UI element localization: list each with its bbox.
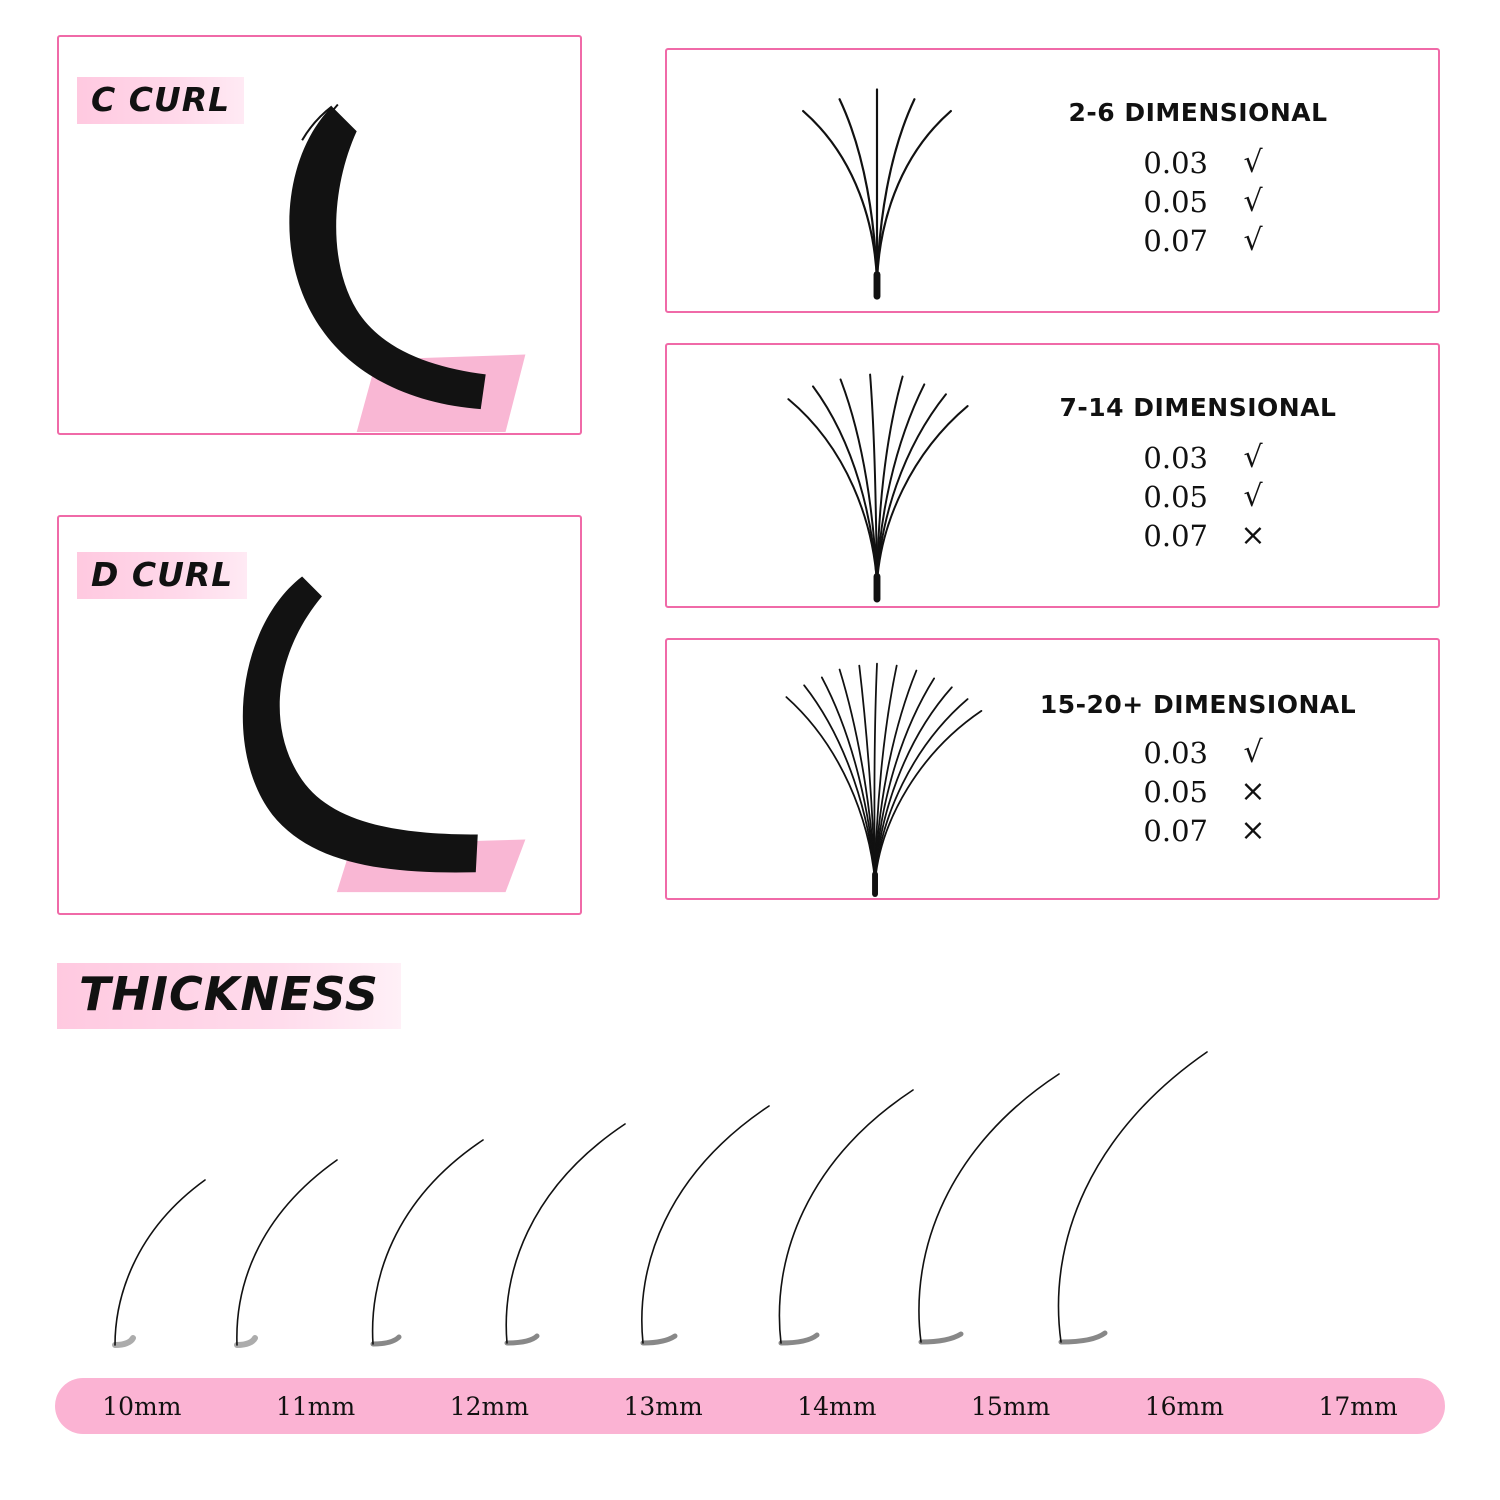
size-label-14mm: 14mm: [797, 1391, 877, 1421]
c-curl-panel: [57, 35, 582, 435]
dimension-text-15-20: [988, 640, 1408, 898]
size-label-16mm: 16mm: [1144, 1391, 1224, 1421]
availability-mark: √: [1243, 440, 1263, 475]
lash-11mm: [237, 1160, 337, 1345]
dimension-panel-15-20: [665, 638, 1440, 900]
dimension-title: 2-6 DIMENSIONAL: [1068, 98, 1328, 127]
dimension-rows: [988, 145, 1408, 262]
size-label-13mm: 13mm: [623, 1391, 703, 1421]
lash-length-row: [55, 1000, 1445, 1365]
lash-12mm: [373, 1140, 483, 1344]
lash-length-illustrations: [55, 1000, 1445, 1365]
dimension-row: [988, 813, 1408, 848]
c-curl-label: C CURL: [77, 77, 244, 124]
availability-mark: √: [1243, 479, 1263, 514]
lash-17mm: [1058, 1052, 1207, 1342]
dimension-title: 7-14 DIMENSIONAL: [1059, 393, 1337, 422]
size-scale-bar: [55, 1378, 1445, 1434]
lash-14mm: [642, 1106, 769, 1343]
dimension-text-7-14: [988, 345, 1408, 606]
thickness-size: 0.07: [1143, 518, 1208, 553]
dimension-row: [988, 184, 1408, 219]
thickness-size: 0.05: [1143, 184, 1208, 219]
availability-mark: ×: [1240, 774, 1266, 809]
thickness-size: 0.07: [1143, 223, 1208, 258]
thickness-size: 0.05: [1143, 774, 1208, 809]
size-label-10mm: 10mm: [102, 1391, 182, 1421]
availability-mark: ×: [1240, 813, 1266, 848]
size-label-12mm: 12mm: [449, 1391, 529, 1421]
thickness-size: 0.05: [1143, 479, 1208, 514]
c-curl-illustration: [59, 37, 580, 434]
thickness-size: 0.07: [1143, 813, 1208, 848]
availability-mark: ×: [1240, 518, 1266, 553]
dimension-row: [988, 440, 1408, 475]
d-curl-label: D CURL: [77, 552, 247, 599]
dimension-panel-2-6: [665, 48, 1440, 313]
dimension-row: [988, 145, 1408, 180]
dimension-rows: [988, 440, 1408, 557]
thickness-size: 0.03: [1143, 440, 1208, 475]
d-curl-illustration: [59, 517, 580, 914]
dimension-text-2-6: [988, 50, 1408, 311]
availability-mark: √: [1243, 184, 1263, 219]
lash-10mm: [115, 1180, 205, 1345]
size-label-11mm: 11mm: [276, 1391, 356, 1421]
lash-15mm: [779, 1090, 913, 1343]
dimension-row: [988, 735, 1408, 770]
dimension-row: [988, 479, 1408, 514]
size-label-17mm: 17mm: [1318, 1391, 1398, 1421]
thickness-size: 0.03: [1143, 735, 1208, 770]
dimension-row: [988, 518, 1408, 553]
dimension-rows: [988, 735, 1408, 852]
size-label-15mm: 15mm: [971, 1391, 1051, 1421]
lash-13mm: [506, 1124, 625, 1343]
lash-16mm: [919, 1074, 1059, 1342]
availability-mark: √: [1243, 735, 1263, 770]
lash-shape: [243, 577, 478, 873]
thickness-section-label: THICKNESS: [57, 963, 401, 1029]
availability-mark: √: [1243, 223, 1263, 258]
dimension-panel-7-14: [665, 343, 1440, 608]
dimension-row: [988, 774, 1408, 809]
d-curl-panel: [57, 515, 582, 915]
dimension-title: 15-20+ DIMENSIONAL: [1039, 690, 1357, 719]
availability-mark: √: [1243, 145, 1263, 180]
thickness-size: 0.03: [1143, 145, 1208, 180]
dimension-row: [988, 223, 1408, 258]
